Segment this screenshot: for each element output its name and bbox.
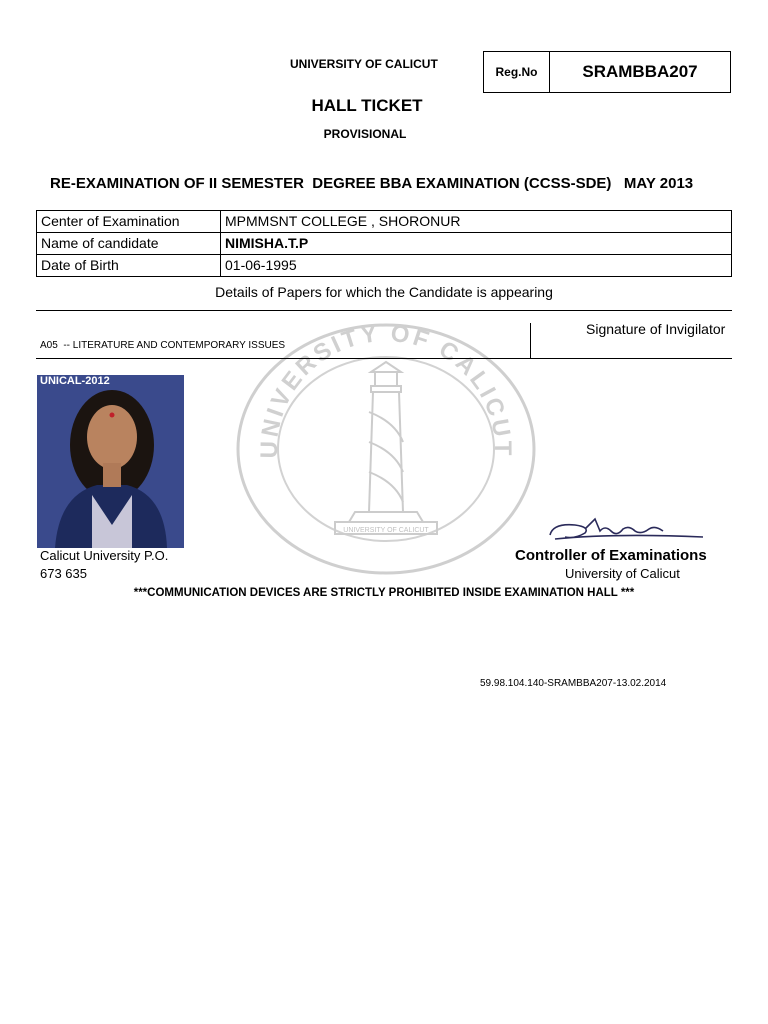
divider — [36, 310, 732, 311]
address-line-2: 673 635 — [40, 566, 87, 581]
svg-text:UNIVERSITY OF CALICUT — [256, 322, 516, 459]
page-title: HALL TICKET — [311, 96, 423, 115]
dob-label: Date of Birth — [37, 255, 221, 277]
candidate-name-value: NIMISHA.T.P — [221, 233, 732, 255]
dob-value: 01-06-1995 — [221, 255, 732, 277]
registration-box — [483, 51, 731, 93]
paper-item: A05 -- LITERATURE AND CONTEMPORARY ISSUES — [40, 340, 286, 351]
invigilator-signature-label: Signature of Invigilator — [586, 321, 726, 337]
table-row — [37, 211, 732, 233]
divider — [36, 358, 732, 359]
candidate-info-table — [36, 210, 732, 277]
papers-heading: Details of Papers for which the Candidate is appearing — [215, 284, 553, 300]
university-name: UNIVERSITY OF CALICUT — [290, 57, 438, 71]
divider — [530, 323, 531, 358]
center-label: Center of Examination — [37, 211, 221, 233]
seal-text: UNIVERSITY OF CALICUT — [255, 322, 517, 459]
reg-no-label: Reg.No — [484, 52, 550, 92]
controller-title: Controller of Examinations — [515, 547, 707, 564]
reference-code: 59.98.104.140-SRAMBBA207-13.02.2014 — [480, 678, 667, 689]
reg-no-value: SRAMBBA207 — [582, 62, 698, 81]
seal-inner-text: UNIVERSITY OF CALICUT — [343, 527, 429, 534]
controller-organization: University of Calicut — [565, 566, 680, 581]
exam-title: RE-EXAMINATION OF II SEMESTER DEGREE BBA EXAMINATION (CCSS-SDE) MAY 2013 — [50, 175, 694, 192]
photo-caption: UNICAL-2012 — [40, 375, 110, 387]
candidate-photo — [37, 375, 184, 548]
address-line-1: Calicut University P.O. — [40, 548, 169, 563]
table-row — [37, 255, 732, 277]
provisional-label: PROVISIONAL — [323, 127, 407, 141]
controller-signature — [545, 515, 705, 545]
warning-notice: ***COMMUNICATION DEVICES ARE STRICTLY PROHIBITED INSIDE EXAMINATION HALL *** — [133, 587, 635, 599]
person-photo-icon — [37, 375, 184, 548]
university-seal-watermark — [235, 322, 537, 577]
lighthouse-icon — [335, 362, 437, 534]
name-label: Name of candidate — [37, 233, 221, 255]
table-row — [37, 233, 732, 255]
center-value: MPMMSNT COLLEGE , SHORONUR — [221, 211, 732, 233]
